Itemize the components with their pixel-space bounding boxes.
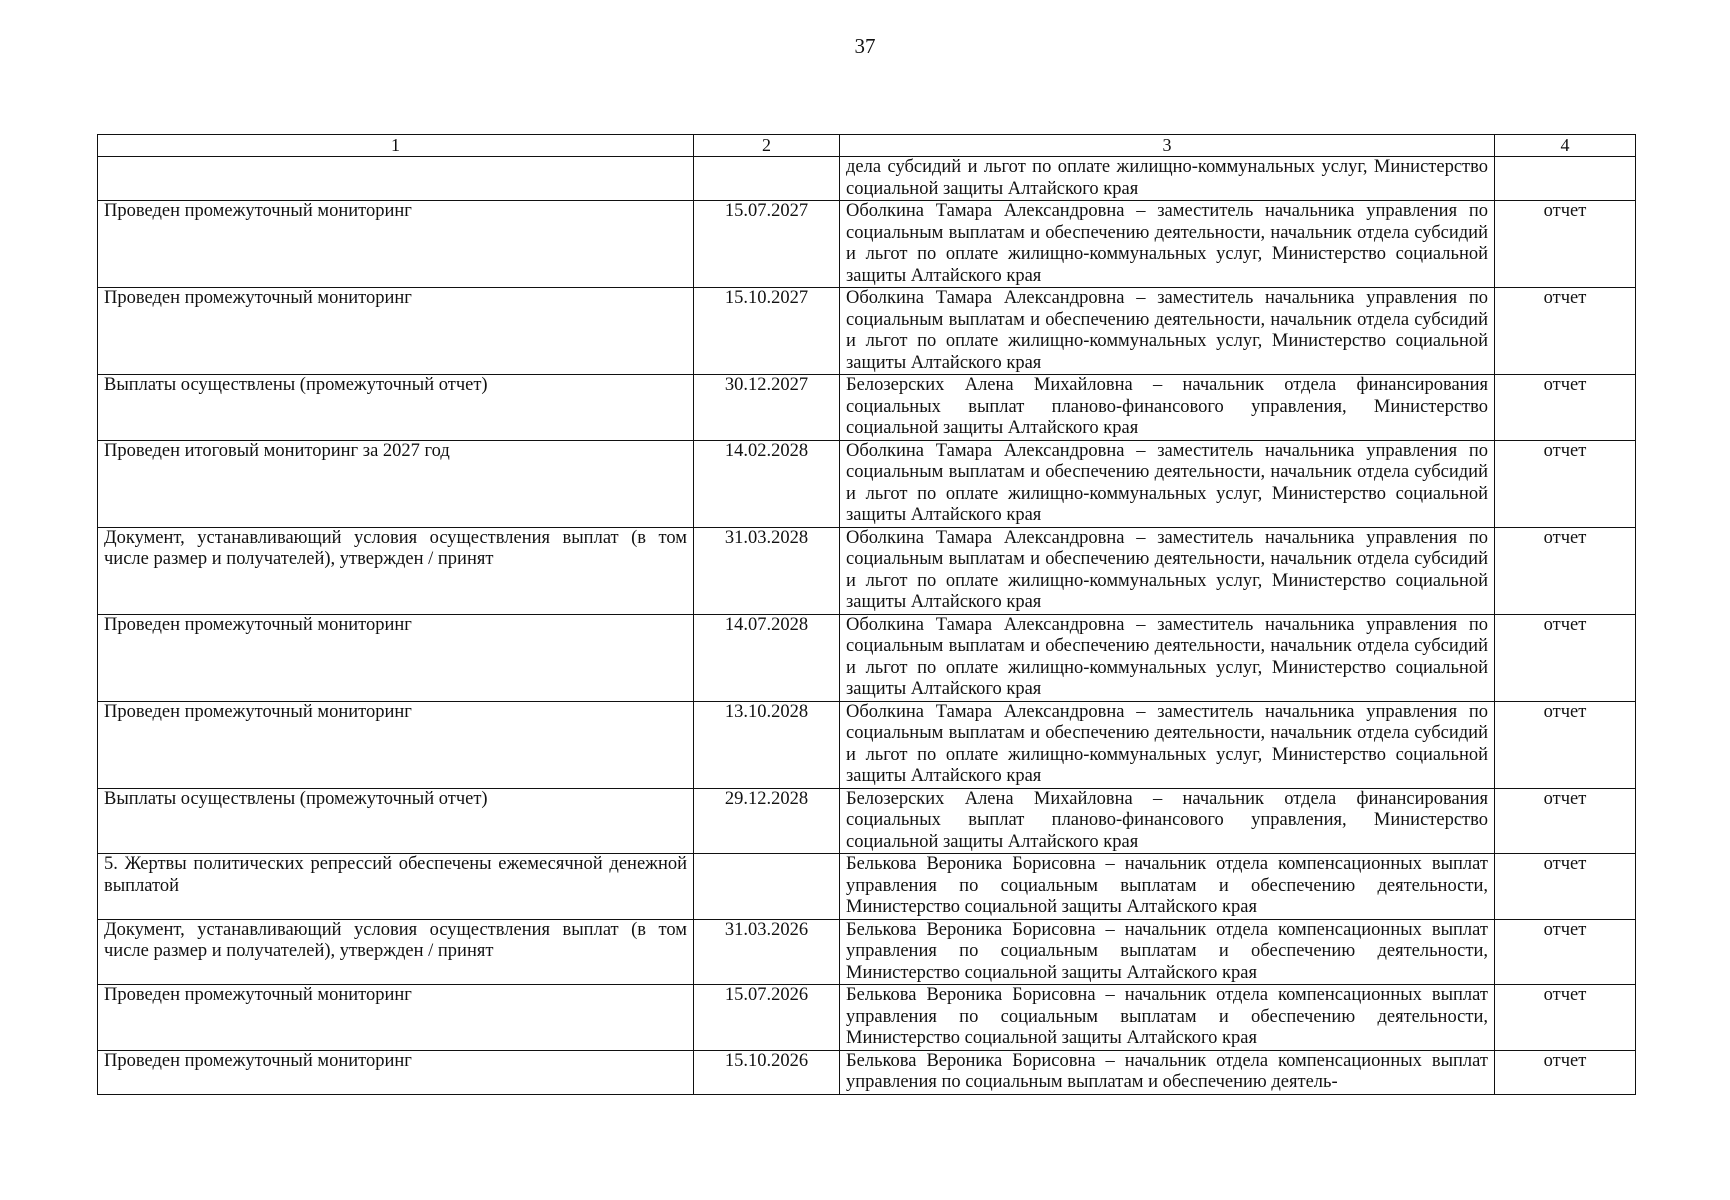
table-row [98, 527, 1636, 614]
event-cell [98, 157, 694, 201]
table-row [98, 288, 1636, 375]
column-header-1: 1 [98, 135, 694, 157]
responsible-cell: Белозерских Алена Михайловна – начальник отдела финансирования социальных выплат планово-финансового управления, Министерство социальной защиты Алтайского края [840, 788, 1495, 854]
event-cell: Документ, устанавливающий условия осуществления выплат (в том числе размер и получателей), утвержден / принят [98, 919, 694, 985]
event-cell: Проведен промежуточный мониторинг [98, 985, 694, 1051]
result-cell: отчет [1495, 614, 1636, 701]
plan-table [97, 134, 1636, 1095]
date-cell: 14.02.2028 [694, 440, 840, 527]
event-cell: Проведен промежуточный мониторинг [98, 288, 694, 375]
event-cell: Выплаты осуществлены (промежуточный отчет) [98, 375, 694, 441]
result-cell: отчет [1495, 201, 1636, 288]
date-cell: 14.07.2028 [694, 614, 840, 701]
responsible-cell: Оболкина Тамара Александровна – заместитель начальника управления по социальным выплатам и обеспечению деятельности, начальник отдела субсидий и льгот по оплате жилищно-коммунальных услуг, Министерство социальной защиты Алтайского края [840, 527, 1495, 614]
date-cell: 15.07.2026 [694, 985, 840, 1051]
result-cell: отчет [1495, 527, 1636, 614]
column-header-2: 2 [694, 135, 840, 157]
table-row [98, 788, 1636, 854]
result-cell: отчет [1495, 375, 1636, 441]
event-cell: 5. Жертвы политических репрессий обеспечены ежемесячной денежной выплатой [98, 854, 694, 920]
responsible-cell: Оболкина Тамара Александровна – заместитель начальника управления по социальным выплатам и обеспечению деятельности, начальник отдела субсидий и льгот по оплате жилищно-коммунальных услуг, Министерство социальной защиты Алтайского края [840, 701, 1495, 788]
result-cell: отчет [1495, 985, 1636, 1051]
result-cell: отчет [1495, 854, 1636, 920]
column-header-3: 3 [840, 135, 1495, 157]
result-cell [1495, 157, 1636, 201]
result-cell: отчет [1495, 440, 1636, 527]
date-cell: 15.10.2026 [694, 1050, 840, 1094]
table-row [98, 614, 1636, 701]
event-cell: Проведен промежуточный мониторинг [98, 201, 694, 288]
table-row [98, 701, 1636, 788]
table-row [98, 919, 1636, 985]
table-header-row [98, 135, 1636, 157]
table-row [98, 1050, 1636, 1094]
result-cell: отчет [1495, 788, 1636, 854]
date-cell [694, 157, 840, 201]
result-cell: отчет [1495, 1050, 1636, 1094]
responsible-cell: Белькова Вероника Борисовна – начальник отдела компенсационных выплат управления по социальным выплатам и обеспечению деятельности, Министерство социальной защиты Алтайского края [840, 919, 1495, 985]
event-cell: Проведен итоговый мониторинг за 2027 год [98, 440, 694, 527]
page-number: 37 [854, 34, 876, 58]
result-cell: отчет [1495, 701, 1636, 788]
date-cell: 31.03.2026 [694, 919, 840, 985]
event-cell: Проведен промежуточный мониторинг [98, 1050, 694, 1094]
event-cell: Проведен промежуточный мониторинг [98, 614, 694, 701]
table-row [98, 375, 1636, 441]
result-cell: отчет [1495, 919, 1636, 985]
responsible-cell: Белькова Вероника Борисовна – начальник отдела компенсационных выплат управления по социальным выплатам и обеспечению деятельности, Министерство социальной защиты Алтайского края [840, 985, 1495, 1051]
table-row [98, 985, 1636, 1051]
table-row [98, 854, 1636, 920]
date-cell: 15.07.2027 [694, 201, 840, 288]
responsible-cell: Оболкина Тамара Александровна – заместитель начальника управления по социальным выплатам и обеспечению деятельности, начальник отдела субсидий и льгот по оплате жилищно-коммунальных услуг, Министерство социальной защиты Алтайского края [840, 288, 1495, 375]
date-cell: 29.12.2028 [694, 788, 840, 854]
responsible-cell: Оболкина Тамара Александровна – заместитель начальника управления по социальным выплатам и обеспечению деятельности, начальник отдела субсидий и льгот по оплате жилищно-коммунальных услуг, Министерство социальной защиты Алтайского края [840, 614, 1495, 701]
responsible-cell: дела субсидий и льгот по оплате жилищно-коммунальных услуг, Министерство социальной защиты Алтайского края [840, 157, 1495, 201]
date-cell: 30.12.2027 [694, 375, 840, 441]
date-cell: 15.10.2027 [694, 288, 840, 375]
event-cell: Документ, устанавливающий условия осуществления выплат (в том числе размер и получателей), утвержден / принят [98, 527, 694, 614]
responsible-cell: Оболкина Тамара Александровна – заместитель начальника управления по социальным выплатам и обеспечению деятельности, начальник отдела субсидий и льгот по оплате жилищно-коммунальных услуг, Министерство социальной защиты Алтайского края [840, 440, 1495, 527]
responsible-cell: Белькова Вероника Борисовна – начальник отдела компенсационных выплат управления по социальным выплатам и обеспечению деятель- [840, 1050, 1495, 1094]
responsible-cell: Белозерских Алена Михайловна – начальник отдела финансирования социальных выплат планово-финансового управления, Министерство социальной защиты Алтайского края [840, 375, 1495, 441]
event-cell: Выплаты осуществлены (промежуточный отчет) [98, 788, 694, 854]
table-row [98, 201, 1636, 288]
column-header-4: 4 [1495, 135, 1636, 157]
table-row [98, 440, 1636, 527]
responsible-cell: Белькова Вероника Борисовна – начальник отдела компенсационных выплат управления по социальным выплатам и обеспечению деятельности, Министерство социальной защиты Алтайского края [840, 854, 1495, 920]
event-cell: Проведен промежуточный мониторинг [98, 701, 694, 788]
result-cell: отчет [1495, 288, 1636, 375]
date-cell: 31.03.2028 [694, 527, 840, 614]
table-row [98, 157, 1636, 201]
date-cell: 13.10.2028 [694, 701, 840, 788]
responsible-cell: Оболкина Тамара Александровна – заместитель начальника управления по социальным выплатам и обеспечению деятельности, начальник отдела субсидий и льгот по оплате жилищно-коммунальных услуг, Министерство социальной защиты Алтайского края [840, 201, 1495, 288]
date-cell [694, 854, 840, 920]
